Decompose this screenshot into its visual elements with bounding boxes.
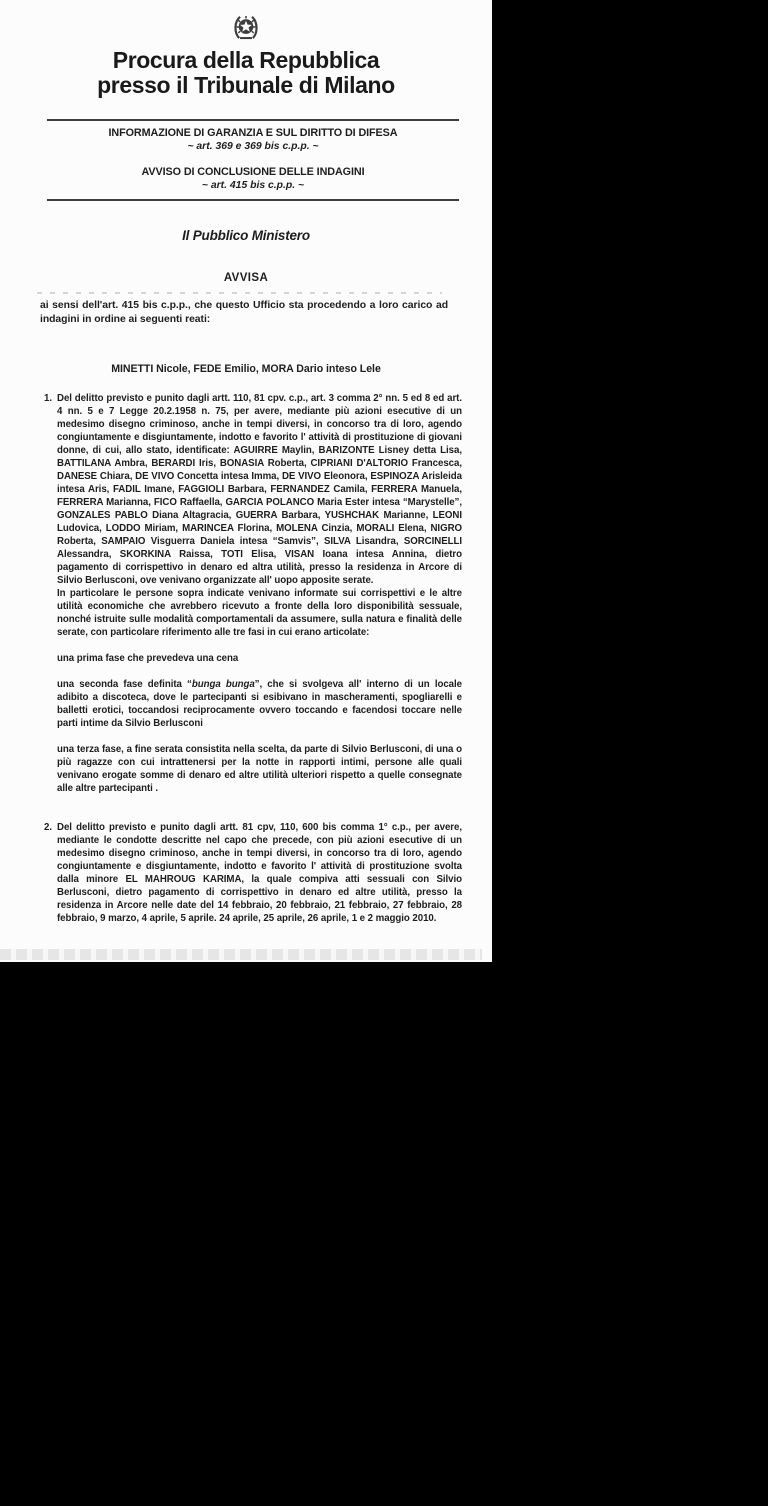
charge-2-paragraph-main: Del delitto previsto e punito dagli artt. 81 cpv, 110, 600 bis comma 1° c.p., per avere, mediante le condotte descritte nel capo che precede, con più azioni esecutive di un medesimo disegno criminoso, anche in tempi diversi, in concorso tra di loro, agendo congiuntamente e disgiuntamente, indotto e favorito l' attività di prostituzione svolta dalla minore EL MAHROUG KARIMA, la quale compiva atti sessuali con Silvio Berlusconi, dietro pagamento di corrispettivo in denaro ed altre utilità, presso la residenza in Arcore nelle date del 14 febbraio, 20 febbraio, 21 febbraio, 27 febbraio, 28 febbraio, 9 marzo, 4 aprile, 5 aprile. 24 aprile, 25 aprile, 26 aprile, 1 e 2 maggio 2010. [57,822,462,925]
charge-2-number: 2. [44,822,53,834]
italian-republic-emblem-icon [229,10,263,44]
charge-1-paragraph-main: Del delitto previsto e punito dagli artt. 110, 81 cpv. c.p., art. 3 comma 2° nn. 5 ed 8 ed art. 4 nn. 5 e 7 Legge 20.2.1958 n. 75, per avere, mediante più azioni esecutive di un medesimo disegno criminoso, anche in tempi diversi, in concorso tra di loro, agendo congiuntamente e disgiuntamente, indotto e favorito l' attività di prostituzione di giovani donne, di cui, allo stato, identificate: AGUIRRE Maylin, BARIZONTE Lisney detta Lisa, BATTILANA Ambra, BERARDI Iris, BONASIA Roberta, CIPRIANI D'ALTORIO Francesca, DANESE Chiara, DE VIVO Concetta intesa Imma, DE VIVO Eleonora, ESPINOZA Arisleida intesa Aris, FADIL Imane, FAGGIOLI Barbara, FERNANDEZ Camila, FERRERA Manuela, FERRERA Marianna, FICO Raffaella, GARCIA POLANCO Maria Ester intesa “Marystelle”, GONZALES PABLO Diana Altagracia, GUERRA Barbara, YUSHCHAK Marianne, LEONI Ludovica, LODDO Miriam, MARINCEA Florina, MOLENA Cinzia, MORALI Elena, NIGRO Roberta, SAMPAIO Visguerra Daniela intesa “Samvis”, SILVA Lisandra, SORCINELLI Alessandra, SKORKINA Raissa, TOTI Elisa, VISAN Ioana intesa Annina, dietro pagamento di corrispettivo in denaro ed altra utilità, presso la residenza in Arcore di Silvio Berlusconi, ove venivano organizzate all' uopo apposite serate. [57,393,462,587]
charge-1-phase-1: una prima fase che prevedeva una cena [57,653,239,665]
authority-title-line1: Procura della Repubblica [112,47,380,73]
charges-list [44,392,462,925]
notice-guarantee-article: ~ art. 369 e 369 bis c.p.p. ~ [187,141,319,152]
suspects-line: MINETTI Nicole, FEDE Emilio, MORA Dario inteso Lele [111,363,381,376]
charge-1-number: 1. [44,393,53,405]
authority-title-line2: presso il Tribunale di Milano [97,72,395,98]
charge-1-text [57,392,462,795]
notice-box [47,119,459,201]
charge-1-phase-3: una terza fase, a fine serata consistita nella scelta, da parte di Silvio Berlusconi, di una o più ragazze con cui intrattenersi per la notte in rapporti intimi, persone alle quali venivano erogate somme di denaro ed altre utilità ulteriori rispetto a quelle consegnate alle altre partecipanti . [57,744,462,795]
document-content [0,0,492,925]
phase-2-suffix: ”, che si svolgeva all' interno di un locale adibito a discoteca, dove le partecipanti si esibivano in mascheramenti, spogliarelli e balletti erotici, toccandosi reciprocamente ovvero toccando e facendosi toccare nelle parti intime da Silvio Berlusconi [57,679,462,730]
charge-1-paragraph-phases-intro: In particolare le persone sopra indicate venivano informate sui corrispettivi e le altre utilità economiche che avrebbero ricevuto a fronte della loro disponibilità sessuale, nonché istruite sulle modalità comportamentali da assumere, sulla natura e finalità delle serate, con particolare riferimento alle tre fasi in cui erano articolate: [57,588,462,639]
charge-item-1 [44,392,462,795]
charge-2-text [57,821,462,925]
notice-guarantee-title: INFORMAZIONE DI GARANZIA E SUL DIRITTO DI DIFESA [108,127,398,139]
notice-spacer [47,153,459,166]
phase-2-prefix: una seconda fase definita “ [57,679,192,691]
intro-paragraph: ai sensi dell'art. 415 bis c.p.p., che questo Ufficio sta procedendo a loro carico ad indagini in ordine ai seguenti reati: [40,300,448,325]
issuer-heading: Il Pubblico Ministero [182,228,310,243]
scanned-document-page [0,0,492,962]
authority-title [0,48,492,98]
notice-conclusion-title: AVVISO DI CONCLUSIONE DELLE INDAGINI [141,166,365,178]
scan-edge-artifact [0,949,482,960]
charge-item-2 [44,821,462,925]
action-heading: AVVISA [223,272,269,284]
phase-2-term: bunga bunga [191,679,255,691]
charge-1-phase-2 [57,678,462,730]
notice-conclusion-article: ~ art. 415 bis c.p.p. ~ [201,180,305,191]
